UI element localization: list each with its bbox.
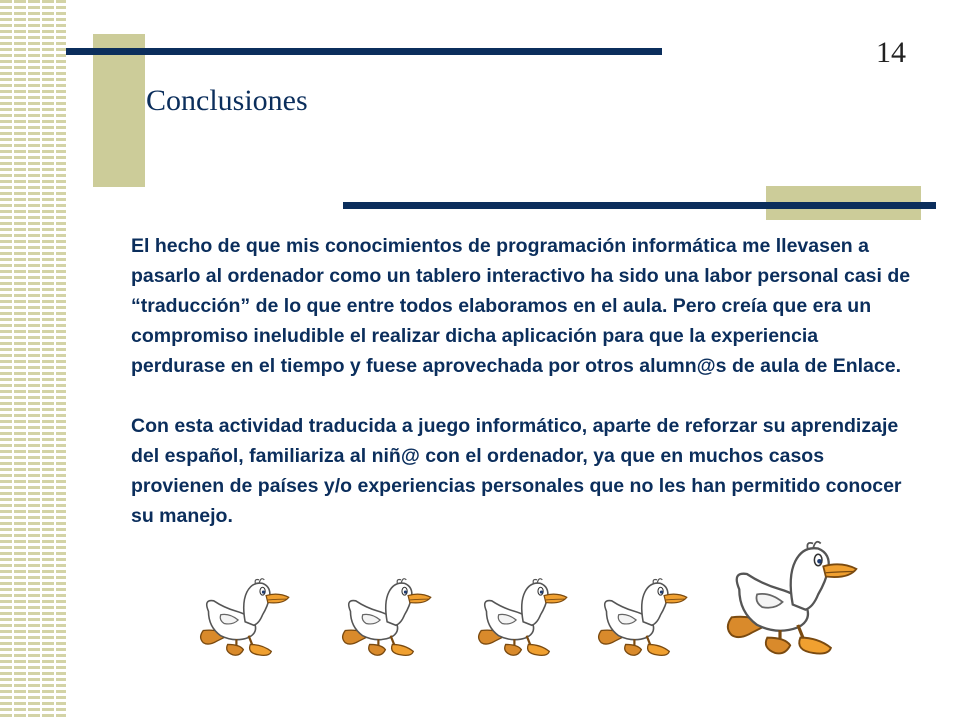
duck-illustration-large <box>724 532 864 672</box>
duck-illustration-1 <box>198 572 294 668</box>
slide-title: Conclusiones <box>146 84 308 117</box>
paragraph-spacer <box>131 381 911 411</box>
slide-number: 14 <box>876 36 906 69</box>
duck-illustration-4 <box>596 572 692 668</box>
duck-illustration-2 <box>340 572 436 668</box>
top-accent-bar <box>66 48 662 55</box>
duck-illustration-3 <box>476 572 572 668</box>
left-striped-border <box>0 0 66 720</box>
paragraph-1: El hecho de que mis conocimientos de programación informática me llevasen a pasarlo al ordenador como un tablero interactivo ha sido una labor personal casi de “traducción” de lo que entre todos elaboramos en el aula. Pero creía que era un compromiso ineludible el realizar dicha aplicación para que la experiencia perdurase en el tiempo y fuese aprovechada por otros alumn@s de aula de Enlace. <box>131 235 911 377</box>
slide-body <box>131 231 911 531</box>
middle-accent-bar <box>343 202 936 209</box>
title-accent-block <box>93 34 145 187</box>
paragraph-2: Con esta actividad traducida a juego informático, aparte de reforzar su aprendizaje del español, familiariza al niñ@ con el ordenador, ya que en muchos casos provienen de países y/o experiencias personales que no les han permitido conocer su manejo. <box>131 415 902 527</box>
